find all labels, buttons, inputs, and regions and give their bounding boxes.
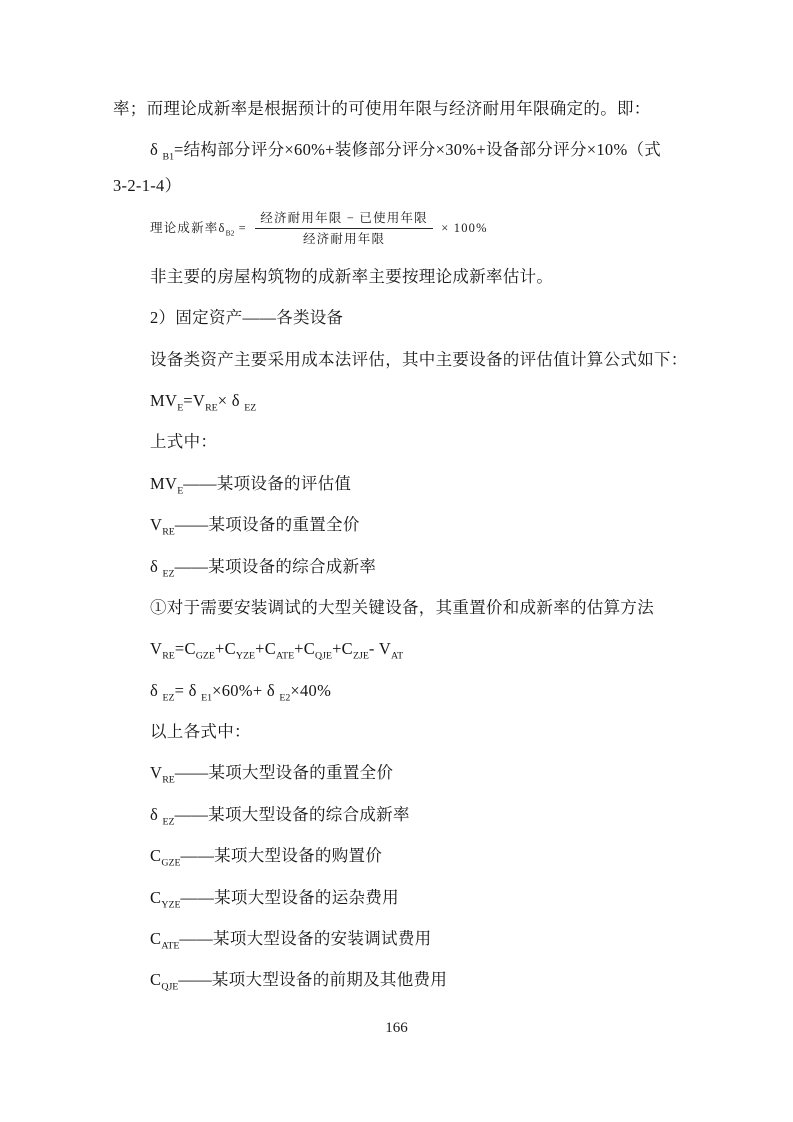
definition-line: $MV_E——$某项设备的评估值	[150, 473, 352, 497]
subscript: GZE	[195, 650, 215, 662]
subscript: GZE	[161, 857, 181, 869]
definition-line: $C_{ATE}——$某项大型设备的安装调试费用	[150, 929, 432, 952]
formula-dez-line: δ $_{EZ}$= δ $_{E1}$×60%+ δ $_{E2}$×40%	[150, 680, 332, 703]
subscript: E1	[201, 691, 213, 703]
subscript: EZ	[162, 816, 175, 828]
subscript: ZJE	[352, 650, 369, 662]
subscript: RE	[205, 402, 218, 414]
subscript: QJE	[315, 650, 333, 662]
fraction-denominator: 经济耐用年限	[302, 232, 386, 247]
subscript: EZ	[244, 402, 257, 414]
equation-prefix: 理论成新率δ	[150, 220, 226, 235]
subscript: E	[177, 485, 184, 497]
equation-prefix-subscript: B2	[225, 228, 235, 238]
subheading-fixed-assets: 2）固定资产——各类设备	[150, 308, 344, 328]
definition-line: δ $_{EZ}$——某项大型设备的综合成新率	[150, 804, 410, 828]
definition-line: δ $_{EZ}$——某项设备的综合成新率	[150, 556, 377, 579]
formula-mve-line: $MV_E=V_{RE}\times \delta$ $_{EZ}$	[150, 390, 257, 414]
definition-line: $V_{RE}——$某项大型设备的重置全价	[150, 763, 394, 786]
subscript: AT	[391, 650, 404, 662]
subscript: YZE	[161, 898, 181, 910]
formula-vre-line: $V_{RE}=C_{GZE}+C_{YZE}+C_{ATE}+C_{QJE}+C_{ZJE}-$ $V_{AT}$	[150, 639, 404, 662]
paragraph-continuation-line: 率；而理论成新率是根据预计的可使用年限与经济耐用年限确定的。即：	[113, 99, 651, 118]
definition-line: $C_{YZE}——$某项大型设备的运杂费用	[150, 887, 399, 910]
fraction-numerator: 经济耐用年限 − 已使用年限	[255, 210, 433, 229]
subscript: E	[177, 402, 184, 414]
definition-line: $C_{GZE}——$某项大型设备的购置价	[150, 846, 383, 869]
subscript: B1	[162, 151, 175, 163]
subscript: E2	[279, 691, 291, 703]
formula-delta-b1-line: δ $_{B1}$=结构部分评分×60%+装修部分评分×30%+设备部分评分×10%（式	[150, 140, 662, 163]
subscript: RE	[162, 650, 175, 662]
paragraph-line: 非主要的房屋构筑物的成新率主要按理论成新率估计。	[150, 266, 554, 286]
equation-suffix: × 100%	[436, 220, 488, 235]
label-line: 上式中：	[150, 432, 218, 452]
paragraph-item-line: ①对于需要安装调试的大型关键设备，其重置价和成新率的估算方法	[150, 597, 654, 617]
subscript: ATE	[161, 940, 180, 952]
fraction	[255, 210, 433, 248]
subscript: EZ	[162, 691, 175, 703]
subscript: RE	[162, 774, 175, 786]
definition-line: $C_{QJE}——$某项大型设备的前期及其他费用	[150, 970, 448, 993]
document-body	[113, 88, 753, 1001]
subscript: EZ	[162, 567, 175, 579]
definition-line: $V_{RE}——$某项设备的重置全价	[150, 515, 360, 538]
equation-theoretical-newness-rate	[113, 200, 753, 256]
equals-sign: =	[234, 220, 252, 235]
formula-ref-line: 3-2-1-4）	[113, 175, 182, 195]
subscript: QJE	[161, 981, 179, 993]
subscript: YZE	[235, 650, 256, 662]
label-line: 以上各式中：	[150, 722, 251, 742]
subscript: RE	[162, 526, 175, 538]
subscript: ATE	[276, 650, 295, 662]
page-number: 166	[385, 1020, 408, 1036]
paragraph-line: 设备类资产主要采用成本法评估，其中主要设备的评估值计算公式如下：	[150, 349, 688, 369]
